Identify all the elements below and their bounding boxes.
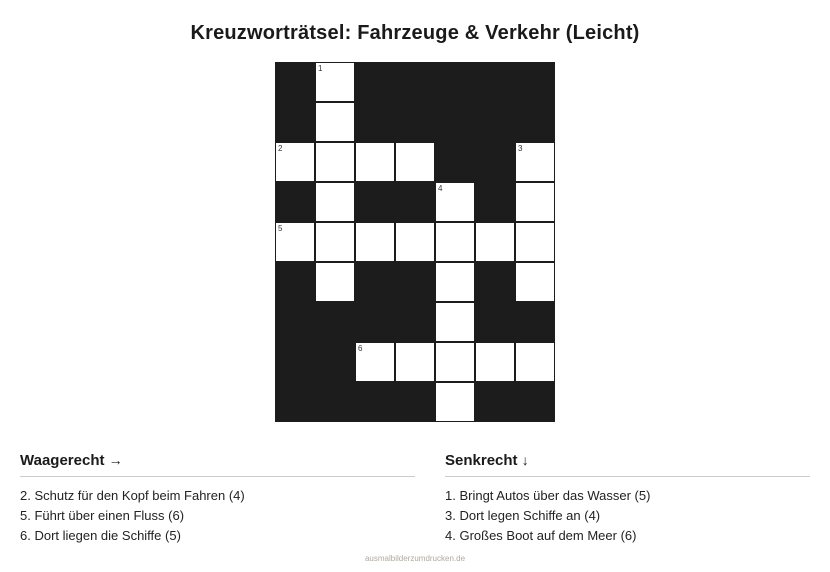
- crossword-block: [475, 382, 515, 422]
- crossword-cell[interactable]: [475, 342, 515, 382]
- cell-number: 6: [358, 344, 363, 353]
- clue-item: 4. Großes Boot auf dem Meer (6): [445, 528, 637, 543]
- crossword-cell[interactable]: [515, 222, 555, 262]
- crossword-block: [355, 62, 395, 102]
- crossword-cell[interactable]: [315, 262, 355, 302]
- cell-number: 4: [438, 184, 443, 193]
- crossword-block: [315, 302, 355, 342]
- crossword-cell[interactable]: [435, 382, 475, 422]
- crossword-cell[interactable]: [315, 62, 355, 102]
- crossword-block: [315, 382, 355, 422]
- crossword-block: [355, 262, 395, 302]
- crossword-block: [515, 62, 555, 102]
- clue-item: 6. Dort liegen die Schiffe (5): [20, 528, 181, 543]
- clue-item: 3. Dort legen Schiffe an (4): [445, 508, 601, 523]
- down-heading: [445, 452, 810, 477]
- crossword-cell[interactable]: [275, 222, 315, 262]
- crossword-block: [275, 182, 315, 222]
- crossword-cell[interactable]: [275, 142, 315, 182]
- crossword-cell[interactable]: [395, 222, 435, 262]
- crossword-block: [475, 182, 515, 222]
- clue-item: 5. Führt über einen Fluss (6): [20, 508, 185, 523]
- crossword-block: [355, 102, 395, 142]
- across-clues-column: [20, 452, 415, 546]
- across-heading-label: Waagerecht: [20, 452, 105, 469]
- cell-number: 2: [278, 144, 283, 153]
- crossword-cell[interactable]: [435, 302, 475, 342]
- crossword-block: [435, 62, 475, 102]
- crossword-cell[interactable]: [395, 142, 435, 182]
- footer-watermark: ausmalbilderzumdrucken.de: [364, 554, 466, 563]
- crossword-block: [315, 342, 355, 382]
- crossword-block: [275, 342, 315, 382]
- crossword-block: [395, 182, 435, 222]
- crossword-block: [475, 102, 515, 142]
- crossword-block: [435, 142, 475, 182]
- crossword-block: [475, 142, 515, 182]
- clue-item: 2. Schutz für den Kopf beim Fahren (4): [20, 488, 245, 503]
- crossword-cell[interactable]: [315, 142, 355, 182]
- crossword-cell[interactable]: [355, 342, 395, 382]
- crossword-block: [515, 382, 555, 422]
- crossword-cell[interactable]: [435, 342, 475, 382]
- crossword-block: [355, 382, 395, 422]
- across-arrow-icon: →: [108, 452, 123, 468]
- crossword-cell[interactable]: [355, 142, 395, 182]
- across-heading: [20, 452, 415, 477]
- cell-number: 1: [318, 64, 323, 73]
- crossword-block: [475, 62, 515, 102]
- crossword-block: [275, 102, 315, 142]
- crossword-block: [515, 102, 555, 142]
- crossword-block: [275, 382, 315, 422]
- down-clue-list: [445, 486, 810, 546]
- crossword-cell[interactable]: [355, 222, 395, 262]
- cell-number: 5: [278, 224, 283, 233]
- down-arrow-icon: ↓: [521, 452, 529, 468]
- down-clues-column: [415, 452, 810, 546]
- crossword-block: [275, 262, 315, 302]
- crossword-cell[interactable]: [395, 342, 435, 382]
- page-title: Kreuzworträtsel: Fahrzeuge & Verkehr (Leicht): [190, 22, 640, 44]
- crossword-block: [435, 102, 475, 142]
- crossword-block: [355, 302, 395, 342]
- crossword-block: [475, 262, 515, 302]
- crossword-block: [395, 262, 435, 302]
- crossword-grid: [275, 62, 555, 422]
- crossword-block: [515, 302, 555, 342]
- crossword-block: [395, 382, 435, 422]
- clues-section: [0, 452, 830, 546]
- crossword-block: [395, 62, 435, 102]
- crossword-cell[interactable]: [435, 262, 475, 302]
- crossword-cell[interactable]: [515, 142, 555, 182]
- crossword-block: [355, 182, 395, 222]
- crossword-block: [395, 302, 435, 342]
- cell-number: 3: [518, 144, 523, 153]
- clue-item: 1. Bringt Autos über das Wasser (5): [445, 488, 651, 503]
- crossword-block: [395, 102, 435, 142]
- crossword-cell[interactable]: [315, 222, 355, 262]
- crossword-block: [275, 62, 315, 102]
- crossword-block: [275, 302, 315, 342]
- down-heading-label: Senkrecht: [445, 452, 518, 469]
- crossword-cell[interactable]: [515, 262, 555, 302]
- crossword-cell[interactable]: [435, 182, 475, 222]
- crossword-cell[interactable]: [475, 222, 515, 262]
- crossword-cell[interactable]: [435, 222, 475, 262]
- across-clue-list: [20, 486, 415, 546]
- crossword-cell[interactable]: [515, 182, 555, 222]
- crossword-block: [475, 302, 515, 342]
- crossword-cell[interactable]: [315, 182, 355, 222]
- crossword-cell[interactable]: [315, 102, 355, 142]
- crossword-grid-container: [0, 62, 830, 422]
- crossword-cell[interactable]: [515, 342, 555, 382]
